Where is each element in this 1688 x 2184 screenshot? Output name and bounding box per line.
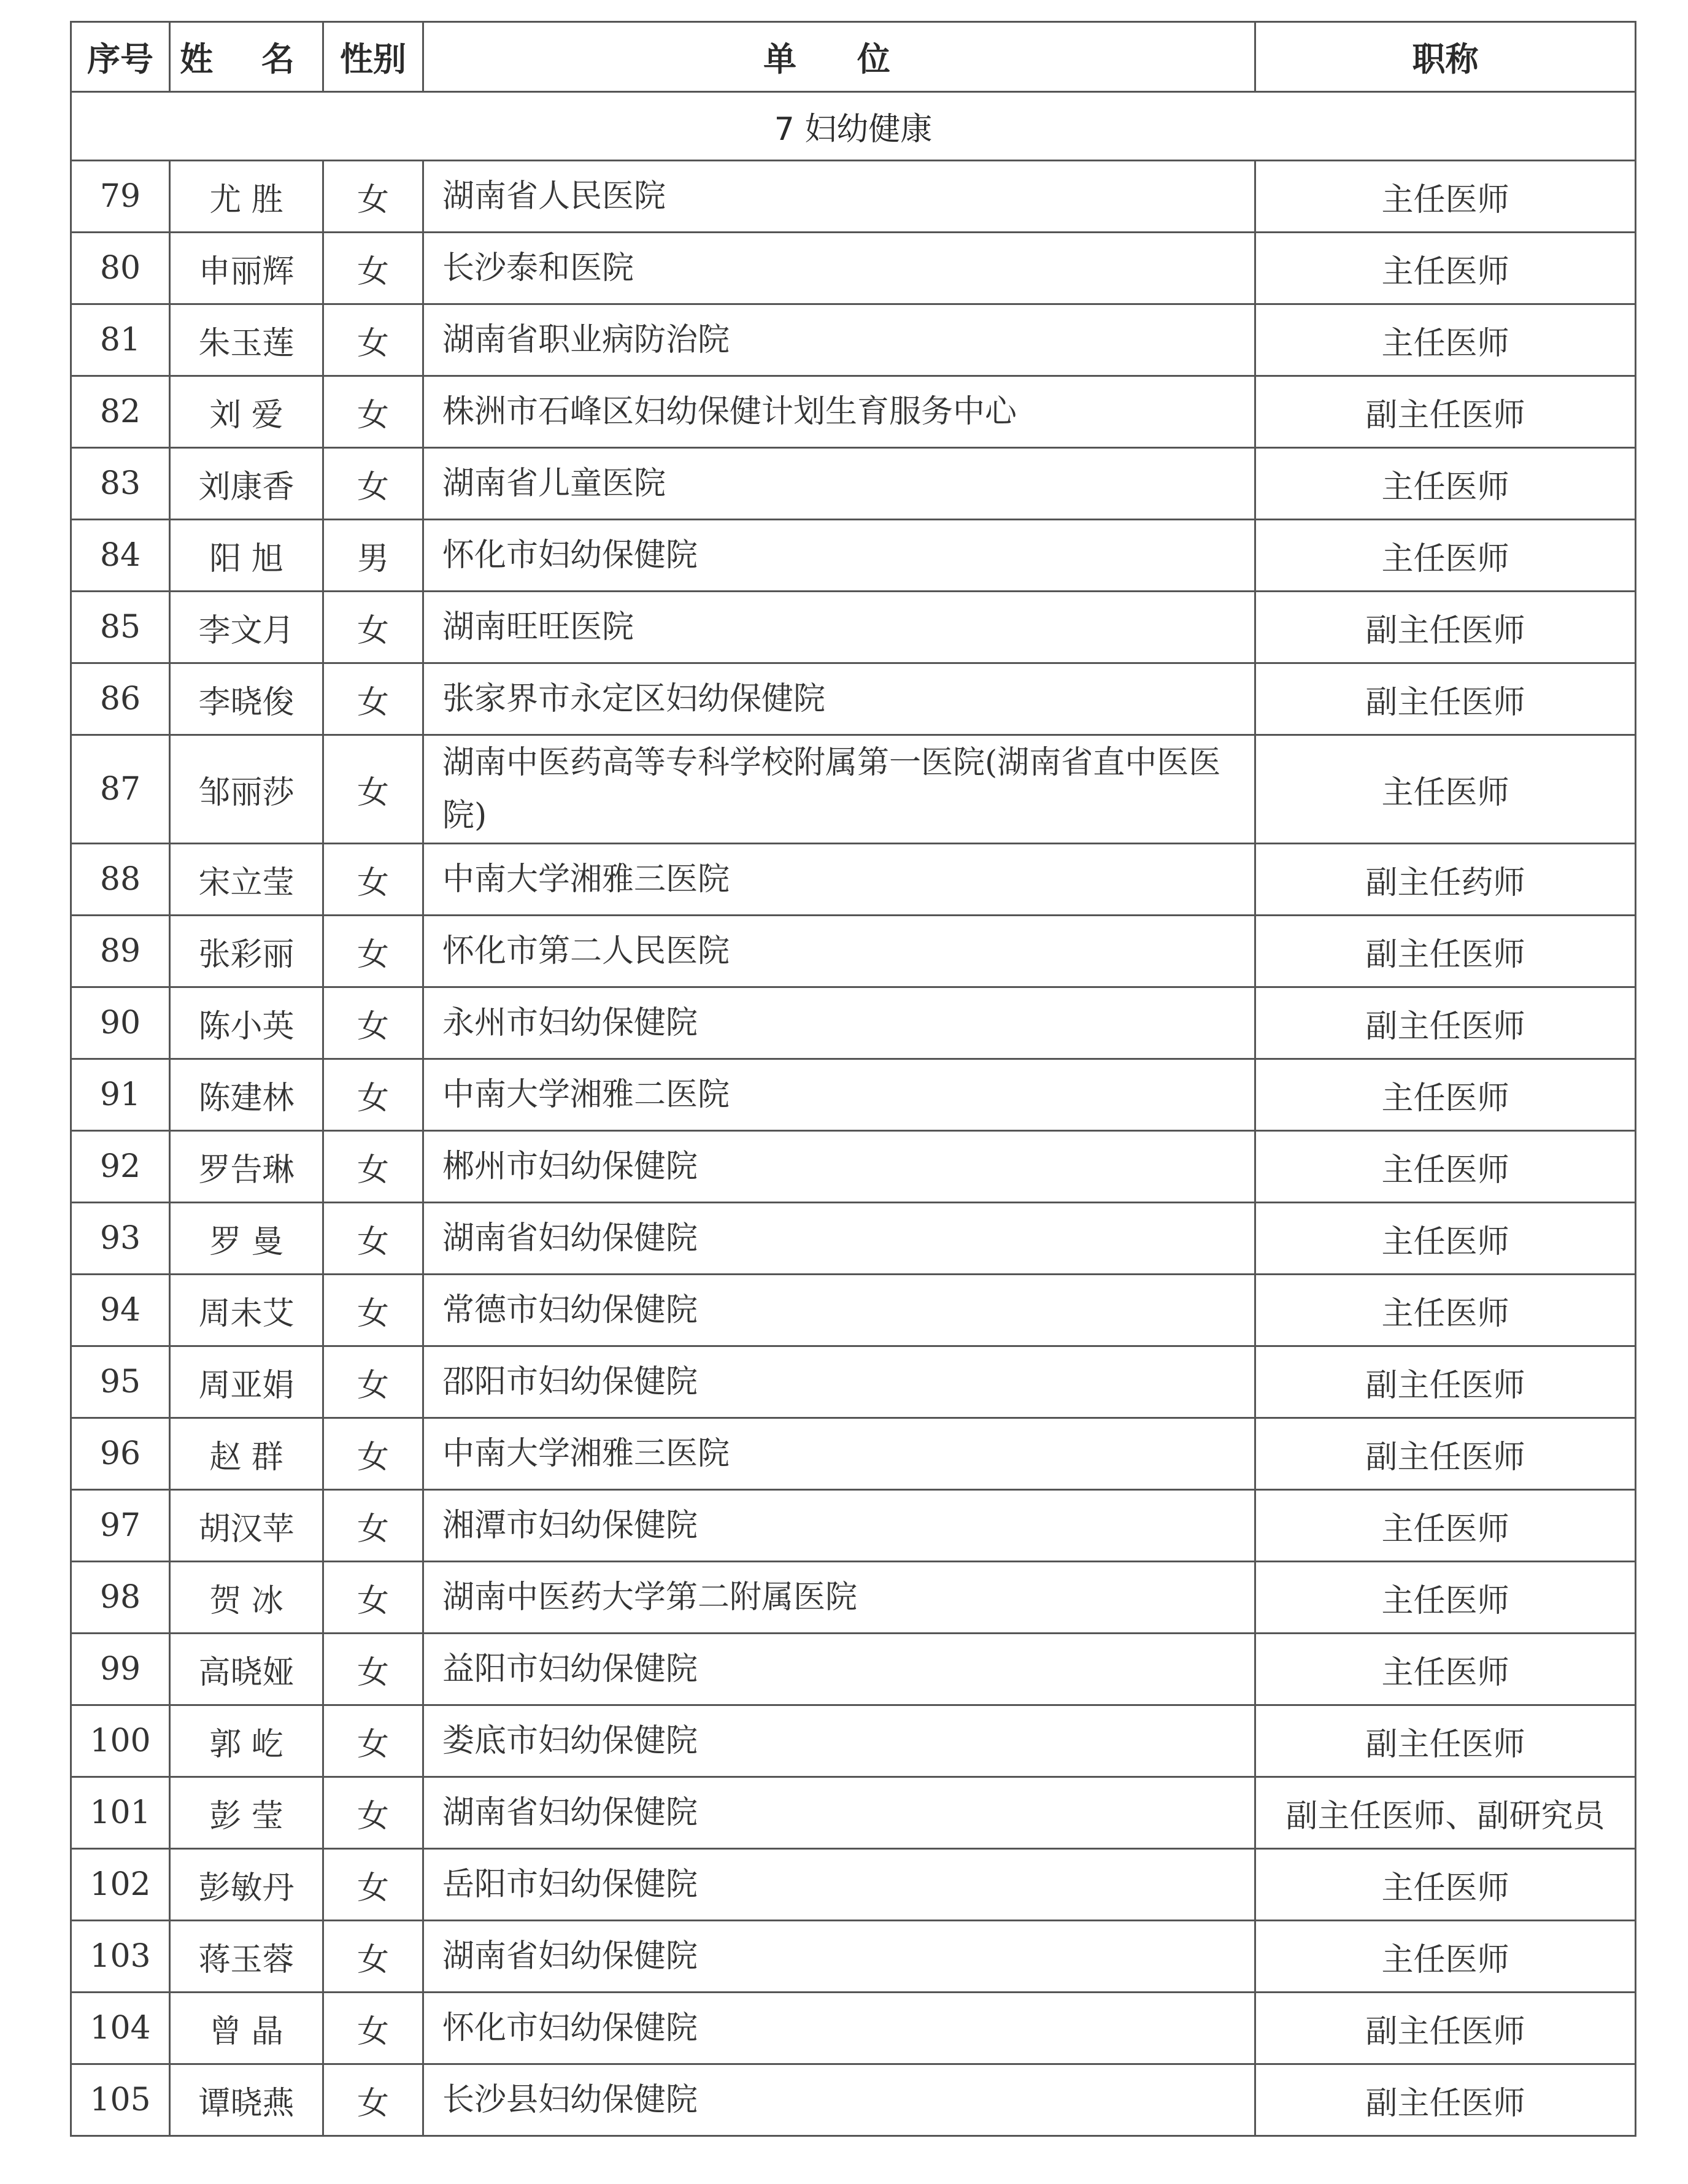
cell-gender: 女 [323, 735, 423, 844]
cell-no: 80 [71, 233, 170, 304]
section-row [71, 92, 1636, 161]
table-row [71, 1705, 1636, 1777]
cell-no: 104 [71, 1993, 170, 2064]
cell-unit: 湖南中医药大学第二附属医院 [423, 1562, 1255, 1634]
cell-name: 曾 晶 [170, 1993, 323, 2064]
table-row [71, 1849, 1636, 1921]
cell-title: 主任医师 [1255, 735, 1636, 844]
cell-gender: 女 [323, 1418, 423, 1490]
table-row [71, 1993, 1636, 2064]
cell-unit: 湖南中医药高等专科学校附属第一医院(湖南省直中医医院) [423, 735, 1255, 844]
cell-no: 79 [71, 161, 170, 233]
table-row [71, 520, 1636, 592]
table-row [71, 1203, 1636, 1275]
cell-unit: 湘潭市妇幼保健院 [423, 1490, 1255, 1562]
cell-name: 李文月 [170, 592, 323, 663]
cell-title: 副主任药师 [1255, 844, 1636, 916]
cell-title: 主任医师 [1255, 1849, 1636, 1921]
cell-unit: 怀化市第二人民医院 [423, 916, 1255, 987]
cell-unit: 长沙泰和医院 [423, 233, 1255, 304]
cell-gender: 女 [323, 304, 423, 376]
cell-gender: 男 [323, 520, 423, 592]
cell-no: 87 [71, 735, 170, 844]
cell-gender: 女 [323, 844, 423, 916]
cell-gender: 女 [323, 376, 423, 448]
cell-title: 主任医师 [1255, 1921, 1636, 1993]
table-row [71, 304, 1636, 376]
cell-name: 刘康香 [170, 448, 323, 520]
cell-gender: 女 [323, 1849, 423, 1921]
cell-unit: 中南大学湘雅三医院 [423, 844, 1255, 916]
cell-unit: 益阳市妇幼保健院 [423, 1634, 1255, 1705]
cell-title: 主任医师 [1255, 1490, 1636, 1562]
cell-title: 副主任医师 [1255, 1418, 1636, 1490]
cell-name: 彭敏丹 [170, 1849, 323, 1921]
cell-gender: 女 [323, 1777, 423, 1849]
cell-title: 主任医师 [1255, 1634, 1636, 1705]
table-row [71, 1346, 1636, 1418]
cell-name: 周亚娟 [170, 1346, 323, 1418]
cell-no: 101 [71, 1777, 170, 1849]
cell-no: 91 [71, 1059, 170, 1131]
cell-no: 84 [71, 520, 170, 592]
cell-no: 96 [71, 1418, 170, 1490]
cell-title: 副主任医师 [1255, 987, 1636, 1059]
cell-name: 申丽辉 [170, 233, 323, 304]
cell-name: 周未艾 [170, 1275, 323, 1346]
table-row [71, 1418, 1636, 1490]
cell-unit: 中南大学湘雅三医院 [423, 1418, 1255, 1490]
cell-unit: 张家界市永定区妇幼保健院 [423, 663, 1255, 735]
table-row [71, 2064, 1636, 2136]
cell-no: 95 [71, 1346, 170, 1418]
cell-title: 副主任医师 [1255, 916, 1636, 987]
cell-gender: 女 [323, 987, 423, 1059]
section-title: 7 妇幼健康 [71, 92, 1636, 161]
cell-name: 阳 旭 [170, 520, 323, 592]
cell-no: 81 [71, 304, 170, 376]
cell-name: 高晓娅 [170, 1634, 323, 1705]
cell-unit: 湖南省儿童医院 [423, 448, 1255, 520]
cell-unit: 怀化市妇幼保健院 [423, 1993, 1255, 2064]
table-row [71, 448, 1636, 520]
cell-name: 罗 曼 [170, 1203, 323, 1275]
cell-unit: 湖南省妇幼保健院 [423, 1777, 1255, 1849]
cell-title: 主任医师 [1255, 448, 1636, 520]
cell-gender: 女 [323, 1921, 423, 1993]
cell-unit: 长沙县妇幼保健院 [423, 2064, 1255, 2136]
table-row [71, 1777, 1636, 1849]
cell-name: 刘 爱 [170, 376, 323, 448]
table-row [71, 1131, 1636, 1203]
cell-unit: 邵阳市妇幼保健院 [423, 1346, 1255, 1418]
cell-gender: 女 [323, 1059, 423, 1131]
cell-name: 郭 屹 [170, 1705, 323, 1777]
cell-title: 副主任医师 [1255, 376, 1636, 448]
table-body [71, 92, 1636, 2136]
cell-gender: 女 [323, 233, 423, 304]
cell-title: 主任医师 [1255, 1203, 1636, 1275]
cell-title: 主任医师 [1255, 1562, 1636, 1634]
cell-no: 83 [71, 448, 170, 520]
cell-title: 主任医师 [1255, 233, 1636, 304]
header-no: 序号 [71, 22, 170, 92]
table-row [71, 1562, 1636, 1634]
table-row [71, 987, 1636, 1059]
cell-gender: 女 [323, 1562, 423, 1634]
table-row [71, 844, 1636, 916]
cell-unit: 郴州市妇幼保健院 [423, 1131, 1255, 1203]
cell-unit: 湖南省妇幼保健院 [423, 1921, 1255, 1993]
cell-no: 90 [71, 987, 170, 1059]
cell-unit: 永州市妇幼保健院 [423, 987, 1255, 1059]
table-header [71, 22, 1636, 92]
cell-gender: 女 [323, 1705, 423, 1777]
cell-gender: 女 [323, 2064, 423, 2136]
cell-name: 陈建林 [170, 1059, 323, 1131]
cell-unit: 湖南旺旺医院 [423, 592, 1255, 663]
header-row [71, 22, 1636, 92]
cell-gender: 女 [323, 1346, 423, 1418]
cell-title: 主任医师 [1255, 1131, 1636, 1203]
cell-title: 主任医师 [1255, 520, 1636, 592]
cell-no: 86 [71, 663, 170, 735]
table-row [71, 735, 1636, 844]
cell-name: 胡汉苹 [170, 1490, 323, 1562]
cell-gender: 女 [323, 1490, 423, 1562]
cell-title: 副主任医师 [1255, 2064, 1636, 2136]
cell-title: 主任医师 [1255, 304, 1636, 376]
cell-name: 蒋玉蓉 [170, 1921, 323, 1993]
cell-name: 陈小英 [170, 987, 323, 1059]
table-row [71, 916, 1636, 987]
cell-no: 92 [71, 1131, 170, 1203]
cell-title: 副主任医师 [1255, 1705, 1636, 1777]
cell-gender: 女 [323, 1203, 423, 1275]
cell-name: 宋立莹 [170, 844, 323, 916]
cell-no: 94 [71, 1275, 170, 1346]
cell-no: 88 [71, 844, 170, 916]
cell-name: 邹丽莎 [170, 735, 323, 844]
table-row [71, 1490, 1636, 1562]
table-row [71, 376, 1636, 448]
cell-name: 赵 群 [170, 1418, 323, 1490]
cell-no: 89 [71, 916, 170, 987]
cell-gender: 女 [323, 1275, 423, 1346]
cell-title: 主任医师 [1255, 1275, 1636, 1346]
cell-title: 主任医师 [1255, 1059, 1636, 1131]
cell-name: 尤 胜 [170, 161, 323, 233]
cell-name: 谭晓燕 [170, 2064, 323, 2136]
roster-table [70, 21, 1636, 2137]
cell-no: 103 [71, 1921, 170, 1993]
cell-unit: 常德市妇幼保健院 [423, 1275, 1255, 1346]
cell-no: 93 [71, 1203, 170, 1275]
cell-no: 105 [71, 2064, 170, 2136]
cell-gender: 女 [323, 1634, 423, 1705]
cell-no: 98 [71, 1562, 170, 1634]
cell-unit: 中南大学湘雅二医院 [423, 1059, 1255, 1131]
table-row [71, 592, 1636, 663]
cell-title: 副主任医师 [1255, 592, 1636, 663]
cell-name: 罗告琳 [170, 1131, 323, 1203]
cell-no: 102 [71, 1849, 170, 1921]
cell-no: 97 [71, 1490, 170, 1562]
table-row [71, 161, 1636, 233]
cell-title: 副主任医师 [1255, 663, 1636, 735]
table-row [71, 1634, 1636, 1705]
cell-name: 彭 莹 [170, 1777, 323, 1849]
cell-title: 主任医师 [1255, 161, 1636, 233]
header-name: 姓 名 [170, 22, 323, 92]
cell-gender: 女 [323, 1131, 423, 1203]
cell-title: 副主任医师 [1255, 1346, 1636, 1418]
cell-unit: 湖南省人民医院 [423, 161, 1255, 233]
cell-name: 朱玉莲 [170, 304, 323, 376]
cell-unit: 岳阳市妇幼保健院 [423, 1849, 1255, 1921]
cell-gender: 女 [323, 448, 423, 520]
cell-unit: 湖南省职业病防治院 [423, 304, 1255, 376]
table-row [71, 663, 1636, 735]
cell-unit: 湖南省妇幼保健院 [423, 1203, 1255, 1275]
header-gender: 性别 [323, 22, 423, 92]
header-title: 职称 [1255, 22, 1636, 92]
cell-unit: 株洲市石峰区妇幼保健计划生育服务中心 [423, 376, 1255, 448]
cell-name: 李晓俊 [170, 663, 323, 735]
cell-gender: 女 [323, 1993, 423, 2064]
cell-no: 99 [71, 1634, 170, 1705]
cell-unit: 娄底市妇幼保健院 [423, 1705, 1255, 1777]
roster-table-container [70, 21, 1635, 2137]
cell-name: 张彩丽 [170, 916, 323, 987]
cell-gender: 女 [323, 663, 423, 735]
cell-title: 副主任医师、副研究员 [1255, 1777, 1636, 1849]
cell-name: 贺 冰 [170, 1562, 323, 1634]
cell-unit: 怀化市妇幼保健院 [423, 520, 1255, 592]
cell-gender: 女 [323, 161, 423, 233]
cell-gender: 女 [323, 592, 423, 663]
cell-no: 82 [71, 376, 170, 448]
table-row [71, 1921, 1636, 1993]
cell-no: 85 [71, 592, 170, 663]
cell-no: 100 [71, 1705, 170, 1777]
table-row [71, 233, 1636, 304]
table-row [71, 1275, 1636, 1346]
header-unit: 单 位 [423, 22, 1255, 92]
cell-gender: 女 [323, 916, 423, 987]
table-row [71, 1059, 1636, 1131]
cell-title: 副主任医师 [1255, 1993, 1636, 2064]
